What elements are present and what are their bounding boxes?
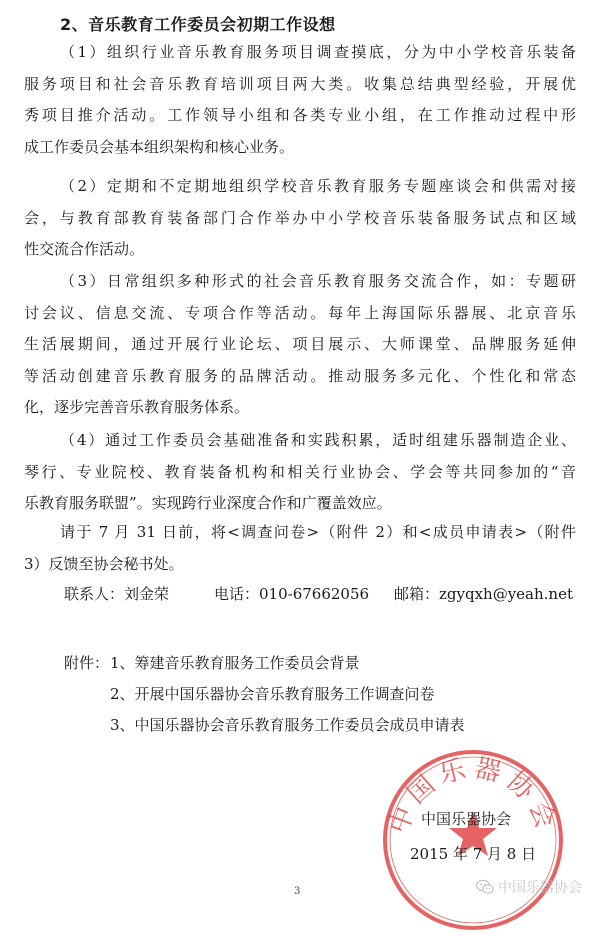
text-line: 化，逐步完善音乐教育服务体系。 xyxy=(24,398,250,416)
paragraph-5 xyxy=(24,517,576,580)
text-line: （2）定期和不定期地组织学校音乐教育服务专题座谈会和供需对接 xyxy=(60,177,576,195)
official-seal xyxy=(378,745,568,935)
watermark-text: 中国乐器协会 xyxy=(498,880,582,896)
attachment-item: 2、开展中国乐器协会音乐教育服务工作调查问卷 xyxy=(110,685,435,703)
text-line: 服务项目和社会音乐教育培训项目两大类。收集总结典型经验，开展优 xyxy=(24,74,576,93)
paragraph-1 xyxy=(24,37,576,163)
watermark xyxy=(476,877,582,897)
text-line: 请于 7 月 31 日前，将<调查问卷>（附件 2）和<成员申请表>（附件 xyxy=(60,523,576,541)
paragraph-4 xyxy=(24,425,576,520)
text-line: 琴行、专业院校、教育装备机构和相关行业协会、学会等共同参加的“音 xyxy=(24,462,576,481)
wechat-icon xyxy=(476,879,494,895)
contact-email: 邮箱：zgyqxh@yeah.net xyxy=(394,585,573,603)
signature-date: 2015 年 7 月 8 日 xyxy=(410,845,537,863)
attachment-item: 3、中国乐器协会音乐教育服务工作委员会成员申请表 xyxy=(110,716,465,734)
section-heading: 2、音乐教育工作委员会初期工作设想 xyxy=(60,15,336,34)
text-line: （3）日常组织多种形式的社会音乐教育服务交流合作，如：专题研 xyxy=(60,272,576,290)
attachments-label: 附件： xyxy=(64,654,110,672)
attachment-item: 1、筹建音乐教育服务工作委员会背景 xyxy=(110,654,360,672)
paragraph-3 xyxy=(24,266,576,424)
contact-phone: 电话：010-67662056 xyxy=(214,585,370,603)
text-line: 性交流合作活动。 xyxy=(24,240,145,258)
text-line: 生活展期间，通过开展行业论坛、项目展示、大师课堂、品牌服务延伸 xyxy=(24,335,576,353)
text-line: 等活动创建音乐教育服务的品牌活动。推动服务多元化、个性化和常态 xyxy=(24,366,576,385)
contact-person: 联系人：刘金荣 xyxy=(64,585,170,603)
seal-text: 中国乐器协会 xyxy=(383,753,563,838)
signature-org: 中国乐器协会 xyxy=(421,810,512,828)
paragraph-2 xyxy=(24,171,576,266)
text-line: 3）反馈至协会秘书处。 xyxy=(24,554,184,573)
text-line: 讨会议、信息交流、专项合作等活动。每年上海国际乐器展、北京音乐 xyxy=(24,303,576,322)
text-line: （1）组织行业音乐教育服务项目调查摸底，分为中小学校音乐装备 xyxy=(60,43,576,61)
text-line: （4）通过工作委员会基础准备和实践积累，适时组建乐器制造企业、 xyxy=(60,431,576,449)
text-line: 秀项目推介活动。工作领导小组和各类专业小组，在工作推动过程中形 xyxy=(24,106,576,124)
text-line: 会，与教育部教育装备部门合作举办中小学校音乐装备服务试点和区域 xyxy=(24,208,576,227)
text-line: 乐教育服务联盟”。实现跨行业深度合作和广覆盖效应。 xyxy=(24,494,392,512)
page-number: 3 xyxy=(294,886,301,897)
text-line: 成工作委员会基本组织架构和核心业务。 xyxy=(24,137,295,156)
